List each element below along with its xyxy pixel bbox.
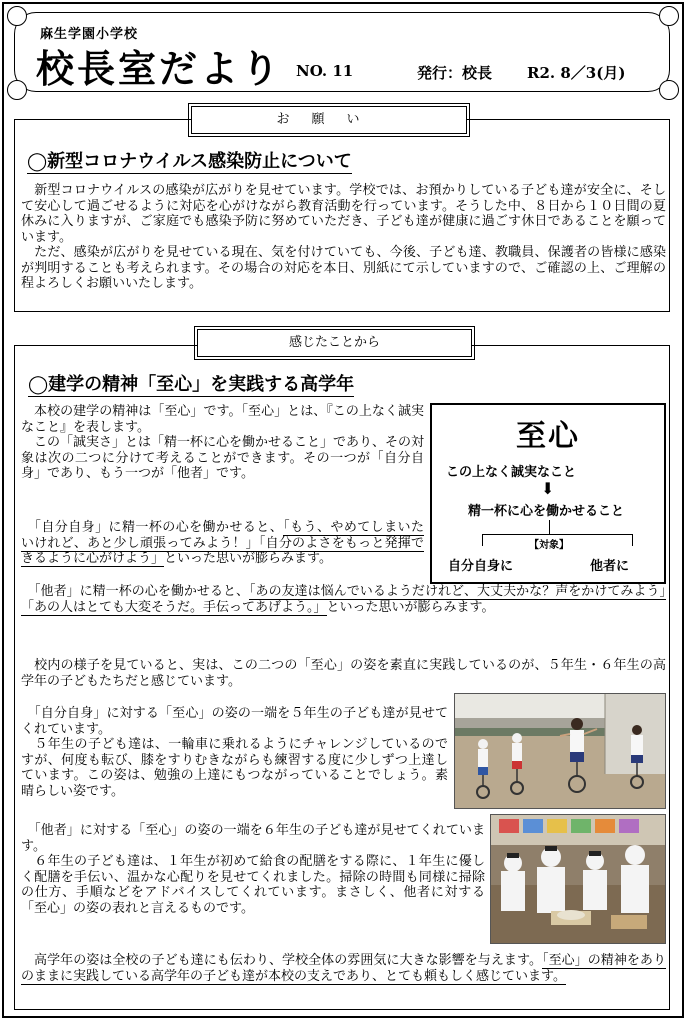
grade6-line-2: ６年生の子ども達は、１年生が初めて給食の配膳をする際に、１年生に優しく配膳を手伝い、温かな心配りを見せてくれました。掃除の時間も同様に掃除の仕方、手順などをアドバイスしてくれています。まさしく、他者に対する「至心」の姿の表れと言えるものです。	[21, 854, 485, 916]
others-paragraph-quote: 「あの友達は悩んでいるようだけれど、大丈夫かな？声をかけてみよう」「あの人はとても大変そうだ。手伝ってあげよう。」	[21, 584, 666, 615]
grade6-paragraph	[21, 823, 485, 916]
diagram-main-word: 至心	[516, 419, 580, 454]
diagram-others: 他者に	[590, 559, 630, 574]
self-paragraph-tail: といった思いが膨らみます。	[164, 551, 332, 566]
closing-underlined: 「至心」の精神をありのままに実践している高学年の子ども達が本校の支えであり、とても頼もしく感じています。	[21, 953, 666, 984]
self-paragraph-lead: 「自分自身」に精一杯の心を働かせると、	[21, 520, 284, 535]
intro-line-2: この「誠実さ」とは「精一杯に心を働かせること」であり、その対象は次の二つに分けて考えることができます。その一つが「自分自身」であり、もう一つが「他者」です。	[21, 435, 425, 481]
unicycle-photo	[454, 693, 666, 809]
shishin-diagram	[430, 403, 666, 584]
newsletter-title: 校長室だより	[36, 46, 283, 91]
header-corner-decoration	[659, 80, 679, 100]
grade6-line-1: 「他者」に対する「至心」の姿の一端を６年生の子ども達が見せてくれています。	[21, 823, 485, 854]
lunch-serving-photo	[490, 814, 666, 944]
issue-date: R2. 8／3(月)	[527, 64, 626, 82]
issuer: 発行：校長	[417, 64, 493, 82]
grade5-paragraph	[21, 706, 448, 799]
intro-line-1: 本校の建学の精神は「至心」です。「至心」とは、『この上なく誠実なこと』を表します。	[21, 404, 424, 435]
founding-spirit-heading: ◯建学の精神「至心」を実践する高学年	[28, 370, 354, 397]
diagram-meaning: 精一杯に心を働かせること	[468, 504, 625, 519]
school-name: 麻生学園小学校	[40, 27, 139, 42]
header-corner-decoration	[659, 6, 679, 26]
others-paragraph-tail: といった思いが膨らみます。	[326, 599, 495, 615]
grade5-line-2: ５年生の子ども達は、一輪車に乗れるようにチャレンジしているのですが、何度も転び、膝をすりむきながらも練習する度に少しずつ上達しています。この姿は、勉強の上達にもつながっていることでしょう。素晴らしい姿です。	[21, 737, 448, 799]
section-tag-request: お願い	[191, 106, 467, 134]
covid-paragraph-1: 新型コロナウイルスの感染が広がりを見せています。学校では、お預かりしている子ども達が安全に、そして安心して過ごせるように対応を心がけながら教育活動を行っています。そうした中、８日から１０日間の夏休みに入りますが、ご家庭でも感染予防に努めていただき、子ども達が健康に過ごす休日であることを願っています。	[21, 183, 666, 245]
self-paragraph-quote: 「もう、やめてしまいたいけれど、あと少し頑張ってみよう！」「自分のよさをもっと発揮できるように心がけよう」	[21, 520, 424, 566]
diagram-connector	[549, 520, 550, 534]
self-paragraph	[21, 520, 424, 567]
diagram-branch	[482, 534, 632, 535]
header-corner-decoration	[7, 6, 27, 26]
closing-paragraph	[21, 953, 666, 984]
school-observation-paragraph: 校内の様子を見ていると、実は、この二つの「至心」の姿を素直に実践しているのが、５年生・６年生の高学年の子どもたちだと感じています。	[21, 658, 666, 689]
covid-paragraph-2: ただ、感染が広がりを見せている現在、気を付けていても、今後、子ども達、教職員、保護者の皆様に感染が判明することも考えられます。その場合の対応を本日、別紙にて示していますので、ご確認の上、ご理解の程よろしくお願いいたします。	[21, 245, 666, 291]
diagram-branch-right	[632, 534, 633, 546]
section-tag-reflection: 感じたことから	[197, 329, 472, 357]
intro-paragraph	[21, 404, 424, 482]
others-paragraph	[21, 584, 666, 615]
closing-lead: 高学年の姿は全校の子ども達にも伝わり、学校全体の雰囲気に大きな影響を与えます。	[21, 953, 543, 968]
issue-number: NO. 11	[296, 62, 354, 80]
down-arrow-icon: ⬇	[541, 479, 555, 498]
diagram-target-label: 【対象】	[529, 540, 569, 551]
header-corner-decoration	[7, 80, 27, 100]
covid-body	[21, 183, 666, 292]
others-paragraph-lead: 「他者」に精一杯の心を働かせると、	[21, 584, 250, 599]
diagram-branch-left	[482, 534, 483, 546]
covid-heading: ◯新型コロナウイルス感染防止について	[27, 147, 352, 174]
diagram-self: 自分自身に	[448, 559, 514, 574]
diagram-definition: この上なく誠実なこと	[446, 465, 577, 480]
grade5-line-1: 「自分自身」に対する「至心」の姿の一端を５年生の子ども達が見せてくれています。	[21, 706, 448, 737]
